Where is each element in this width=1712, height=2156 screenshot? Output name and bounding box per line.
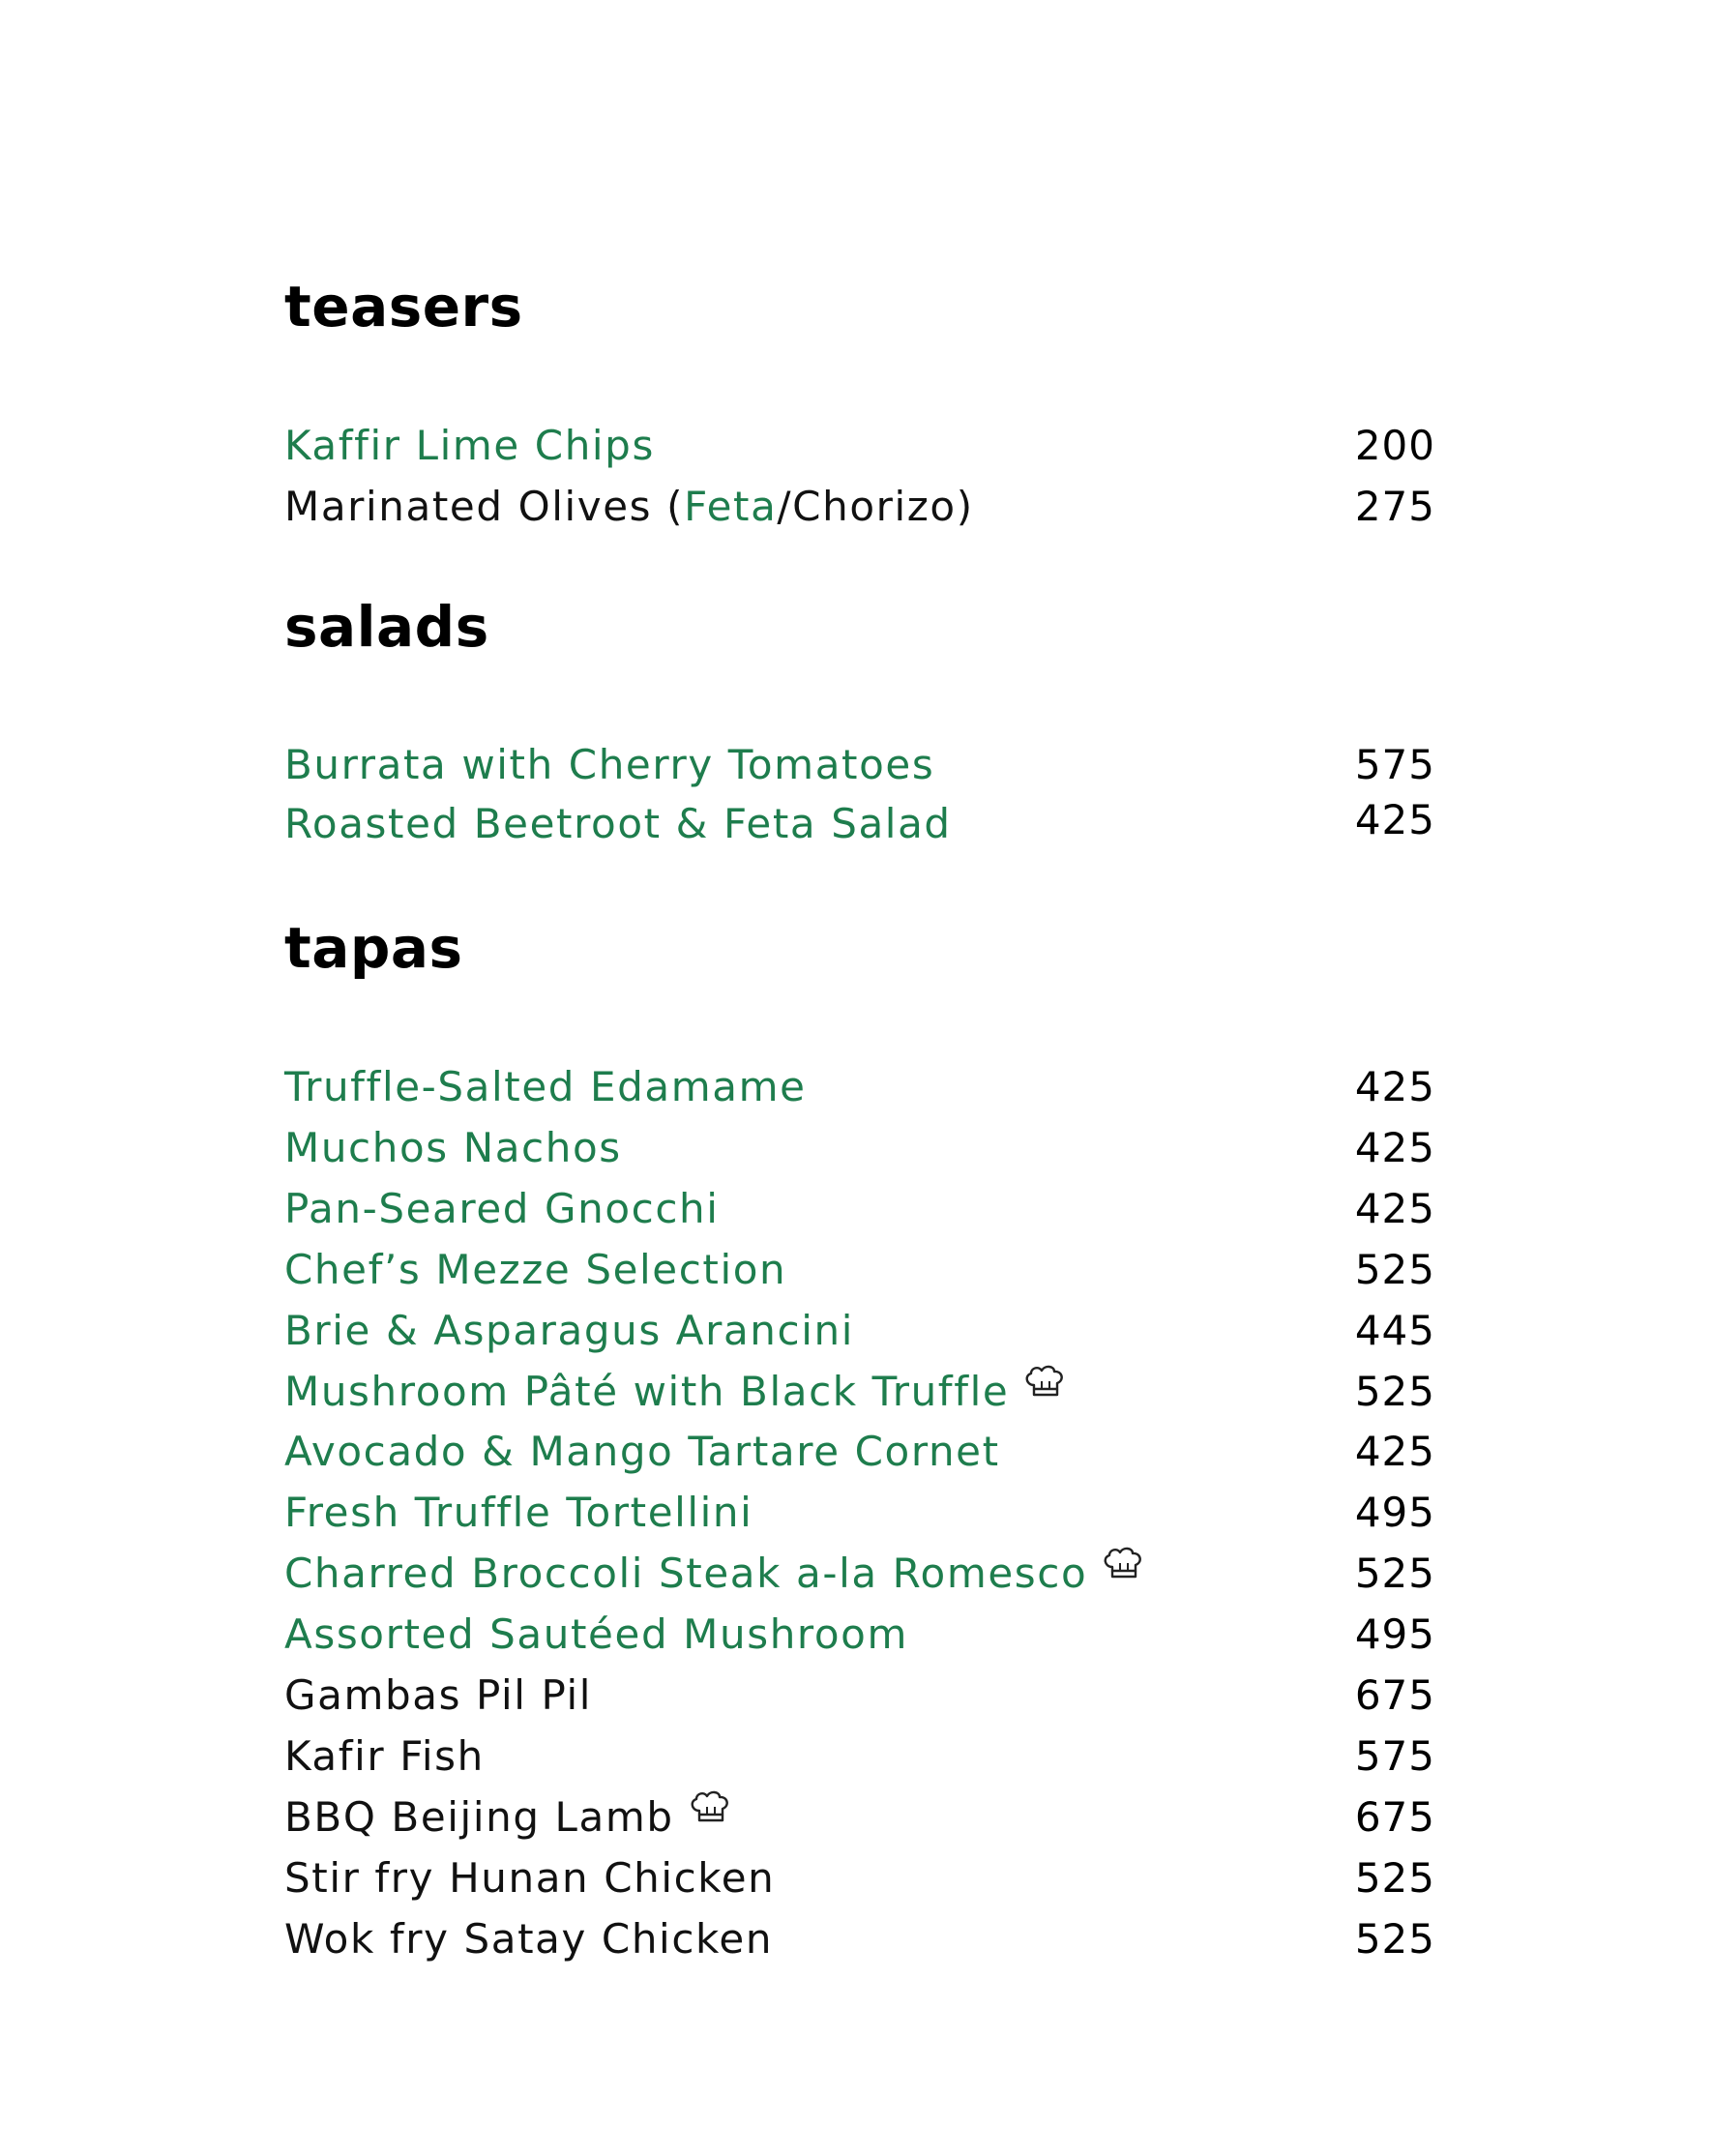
menu-item xyxy=(284,1787,1435,1847)
chef-hat-icon xyxy=(688,1789,732,1828)
menu-item xyxy=(284,1666,1435,1726)
item-price: 575 xyxy=(1354,741,1435,788)
item-price: 525 xyxy=(1354,1246,1435,1293)
item-name-text: Stir fry Hunan Chicken xyxy=(284,1854,776,1902)
item-name-accent: Feta xyxy=(684,483,778,530)
chef-hat-icon xyxy=(1022,1364,1067,1403)
section-title-teasers: teasers xyxy=(284,274,523,340)
item-name xyxy=(284,1179,720,1239)
item-price: 425 xyxy=(1354,1428,1435,1475)
item-price: 275 xyxy=(1354,483,1435,530)
item-name xyxy=(284,1787,732,1847)
menu-item xyxy=(284,794,1435,854)
menu-item xyxy=(284,1179,1435,1239)
menu-item xyxy=(284,1544,1435,1604)
item-name-text: Fresh Truffle Tortellini xyxy=(284,1489,753,1536)
item-name xyxy=(284,1605,908,1665)
item-price: 425 xyxy=(1354,1185,1435,1232)
item-name xyxy=(284,1483,753,1543)
item-name-text: Avocado & Mango Tartare Cornet xyxy=(284,1428,1000,1475)
item-name-text: Truffle-Salted Edamame xyxy=(284,1063,807,1110)
item-name-text: Chef’s Mezze Selection xyxy=(284,1246,787,1293)
item-name xyxy=(284,1240,786,1300)
menu-item xyxy=(284,1240,1435,1300)
item-name-text: Wok fry Satay Chicken xyxy=(284,1915,774,1963)
item-price: 575 xyxy=(1354,1732,1435,1780)
item-price: 445 xyxy=(1354,1307,1435,1354)
item-name xyxy=(284,1544,1145,1604)
item-price: 495 xyxy=(1354,1489,1435,1536)
item-name-text: BBQ Beijing Lamb xyxy=(284,1793,674,1841)
item-name xyxy=(284,1666,592,1726)
item-price: 525 xyxy=(1354,1854,1435,1902)
item-name-text: Charred Broccoli Steak a-la Romesco xyxy=(284,1550,1088,1597)
item-name: Kaffir Lime Chips xyxy=(284,422,655,469)
menu-item xyxy=(284,477,1435,537)
item-price: 200 xyxy=(1354,422,1435,469)
item-name xyxy=(284,1727,485,1787)
item-name xyxy=(284,1301,854,1361)
menu-item xyxy=(284,1118,1435,1178)
item-price: 425 xyxy=(1354,1063,1435,1110)
item-name-text: Muchos Nachos xyxy=(284,1124,622,1171)
item-price: 425 xyxy=(1354,796,1435,843)
menu-item xyxy=(284,1909,1435,1969)
section-title-tapas: tapas xyxy=(284,915,463,981)
item-name xyxy=(284,1057,807,1117)
menu-item xyxy=(284,1483,1435,1543)
chef-hat-icon xyxy=(1101,1546,1145,1584)
item-name xyxy=(284,1362,1067,1422)
item-name-text: Assorted Sautéed Mushroom xyxy=(284,1610,908,1658)
item-price: 495 xyxy=(1354,1610,1435,1658)
item-price: 425 xyxy=(1354,1124,1435,1171)
item-name-text: Kafir Fish xyxy=(284,1732,485,1780)
item-name: Roasted Beetroot & Feta Salad xyxy=(284,800,952,847)
item-name xyxy=(284,1422,1000,1482)
item-price: 675 xyxy=(1354,1671,1435,1719)
menu-item xyxy=(284,735,1435,795)
menu-item xyxy=(284,1301,1435,1361)
menu-item xyxy=(284,1727,1435,1787)
item-name xyxy=(284,1909,773,1969)
section-title-salads: salads xyxy=(284,594,489,660)
menu-item xyxy=(284,1848,1435,1908)
item-name-text: Pan-Seared Gnocchi xyxy=(284,1185,720,1232)
item-name: Burrata with Cherry Tomatoes xyxy=(284,741,935,788)
menu-item xyxy=(284,1057,1435,1117)
item-price: 675 xyxy=(1354,1793,1435,1841)
item-name-part: Marinated Olives ( xyxy=(284,483,685,530)
menu-item xyxy=(284,1422,1435,1482)
menu-item xyxy=(284,416,1435,476)
item-name-text: Gambas Pil Pil xyxy=(284,1671,593,1719)
item-name-part: /Chorizo) xyxy=(777,483,974,530)
item-name-text: Brie & Asparagus Arancini xyxy=(284,1307,854,1354)
item-name-text: Mushroom Pâté with Black Truffle xyxy=(284,1368,1010,1415)
item-name xyxy=(284,1118,622,1178)
item-name xyxy=(284,1848,775,1908)
menu-item xyxy=(284,1605,1435,1665)
item-price: 525 xyxy=(1354,1368,1435,1415)
item-name xyxy=(284,477,974,537)
menu-item xyxy=(284,1362,1435,1422)
item-price: 525 xyxy=(1354,1550,1435,1597)
item-price: 525 xyxy=(1354,1915,1435,1963)
